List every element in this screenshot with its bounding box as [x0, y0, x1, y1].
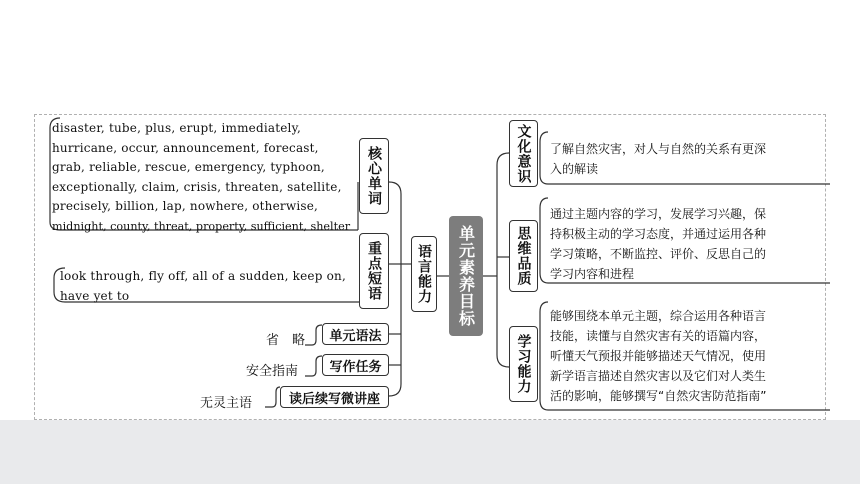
learning-line: 活的影响，能够撰写“自然灾害防范指南” — [550, 389, 767, 403]
core-words-list — [52, 119, 350, 236]
center-title: 单元素养目标 — [456, 225, 476, 327]
learning-line: 新学语言描述自然灾害以及它们对人类生 — [550, 369, 767, 383]
key-phrases-node — [359, 233, 389, 309]
center-node-unit-goals — [449, 216, 483, 336]
language-ability-node — [411, 236, 437, 312]
learning-line: 技能，读懂与自然灾害有关的语篇内容， — [550, 329, 767, 343]
learning-line: 听懂天气预报并能够描述天气情况，使用 — [550, 349, 767, 363]
core-words-line: precisely, billion, lap, nowhere, otherwise, — [52, 199, 319, 213]
continuation-node — [280, 386, 389, 408]
culture-node — [509, 120, 538, 187]
culture-label: 文化意识 — [515, 123, 532, 184]
grammar-bracket — [305, 325, 322, 345]
left-bracket — [389, 182, 401, 396]
thinking-line: 持积极主动的学习态度，并通过运用各种 — [550, 227, 767, 241]
core-words-label: 核心单词 — [366, 146, 382, 206]
core-words-node — [359, 138, 389, 214]
thinking-line: 学习内容和进程 — [550, 267, 635, 281]
writing-node — [322, 354, 389, 376]
culture-line: 入的解读 — [550, 162, 599, 176]
grammar-note: 省 略 — [266, 333, 306, 348]
writing-note: 安全指南 — [246, 364, 299, 379]
thinking-text — [550, 204, 766, 284]
writing-bracket — [305, 356, 322, 376]
learning-line: 能够围绕本单元主题，综合运用各种语言 — [550, 309, 767, 323]
key-phrases-list — [60, 267, 346, 306]
culture-text — [550, 139, 766, 179]
thinking-line: 通过主题内容的学习，发展学习兴趣，保 — [550, 207, 767, 221]
language-ability-label: 语言能力 — [416, 244, 432, 304]
right-bracket — [497, 153, 509, 367]
key-phrases-line: look through, fly off, all of a sudden, keep on, — [60, 269, 346, 283]
core-words-line: midnight, county, threat, property, sufficient, shelter — [52, 219, 351, 233]
grammar-node — [322, 323, 389, 345]
learning-text — [550, 306, 766, 406]
learning-node — [509, 326, 538, 402]
thinking-node — [509, 220, 538, 292]
learning-label: 学习能力 — [515, 334, 532, 394]
thinking-line: 学习策略，不断监控、评价、反思自己的 — [550, 247, 767, 261]
writing-label: 写作任务 — [329, 359, 382, 375]
core-words-line: disaster, tube, plus, erupt, immediately, — [52, 121, 301, 135]
core-words-line: hurricane, occur, announcement, forecast, — [52, 140, 319, 155]
core-words-line: exceptionally, claim, crisis, threaten, satellite, — [52, 179, 342, 194]
continuation-bracket — [265, 387, 280, 407]
key-phrases-label: 重点短语 — [366, 241, 382, 301]
key-phrases-line: have yet to — [60, 288, 130, 303]
thinking-label: 思维品质 — [515, 226, 532, 286]
continuation-label: 读后续写微讲座 — [288, 391, 380, 407]
grammar-label: 单元语法 — [329, 328, 382, 344]
core-words-line: grab, reliable, rescue, emergency, typhoon, — [52, 160, 325, 174]
culture-line: 了解自然灾害，对人与自然的关系有更深 — [550, 142, 767, 156]
continuation-note: 无灵主语 — [200, 396, 253, 411]
